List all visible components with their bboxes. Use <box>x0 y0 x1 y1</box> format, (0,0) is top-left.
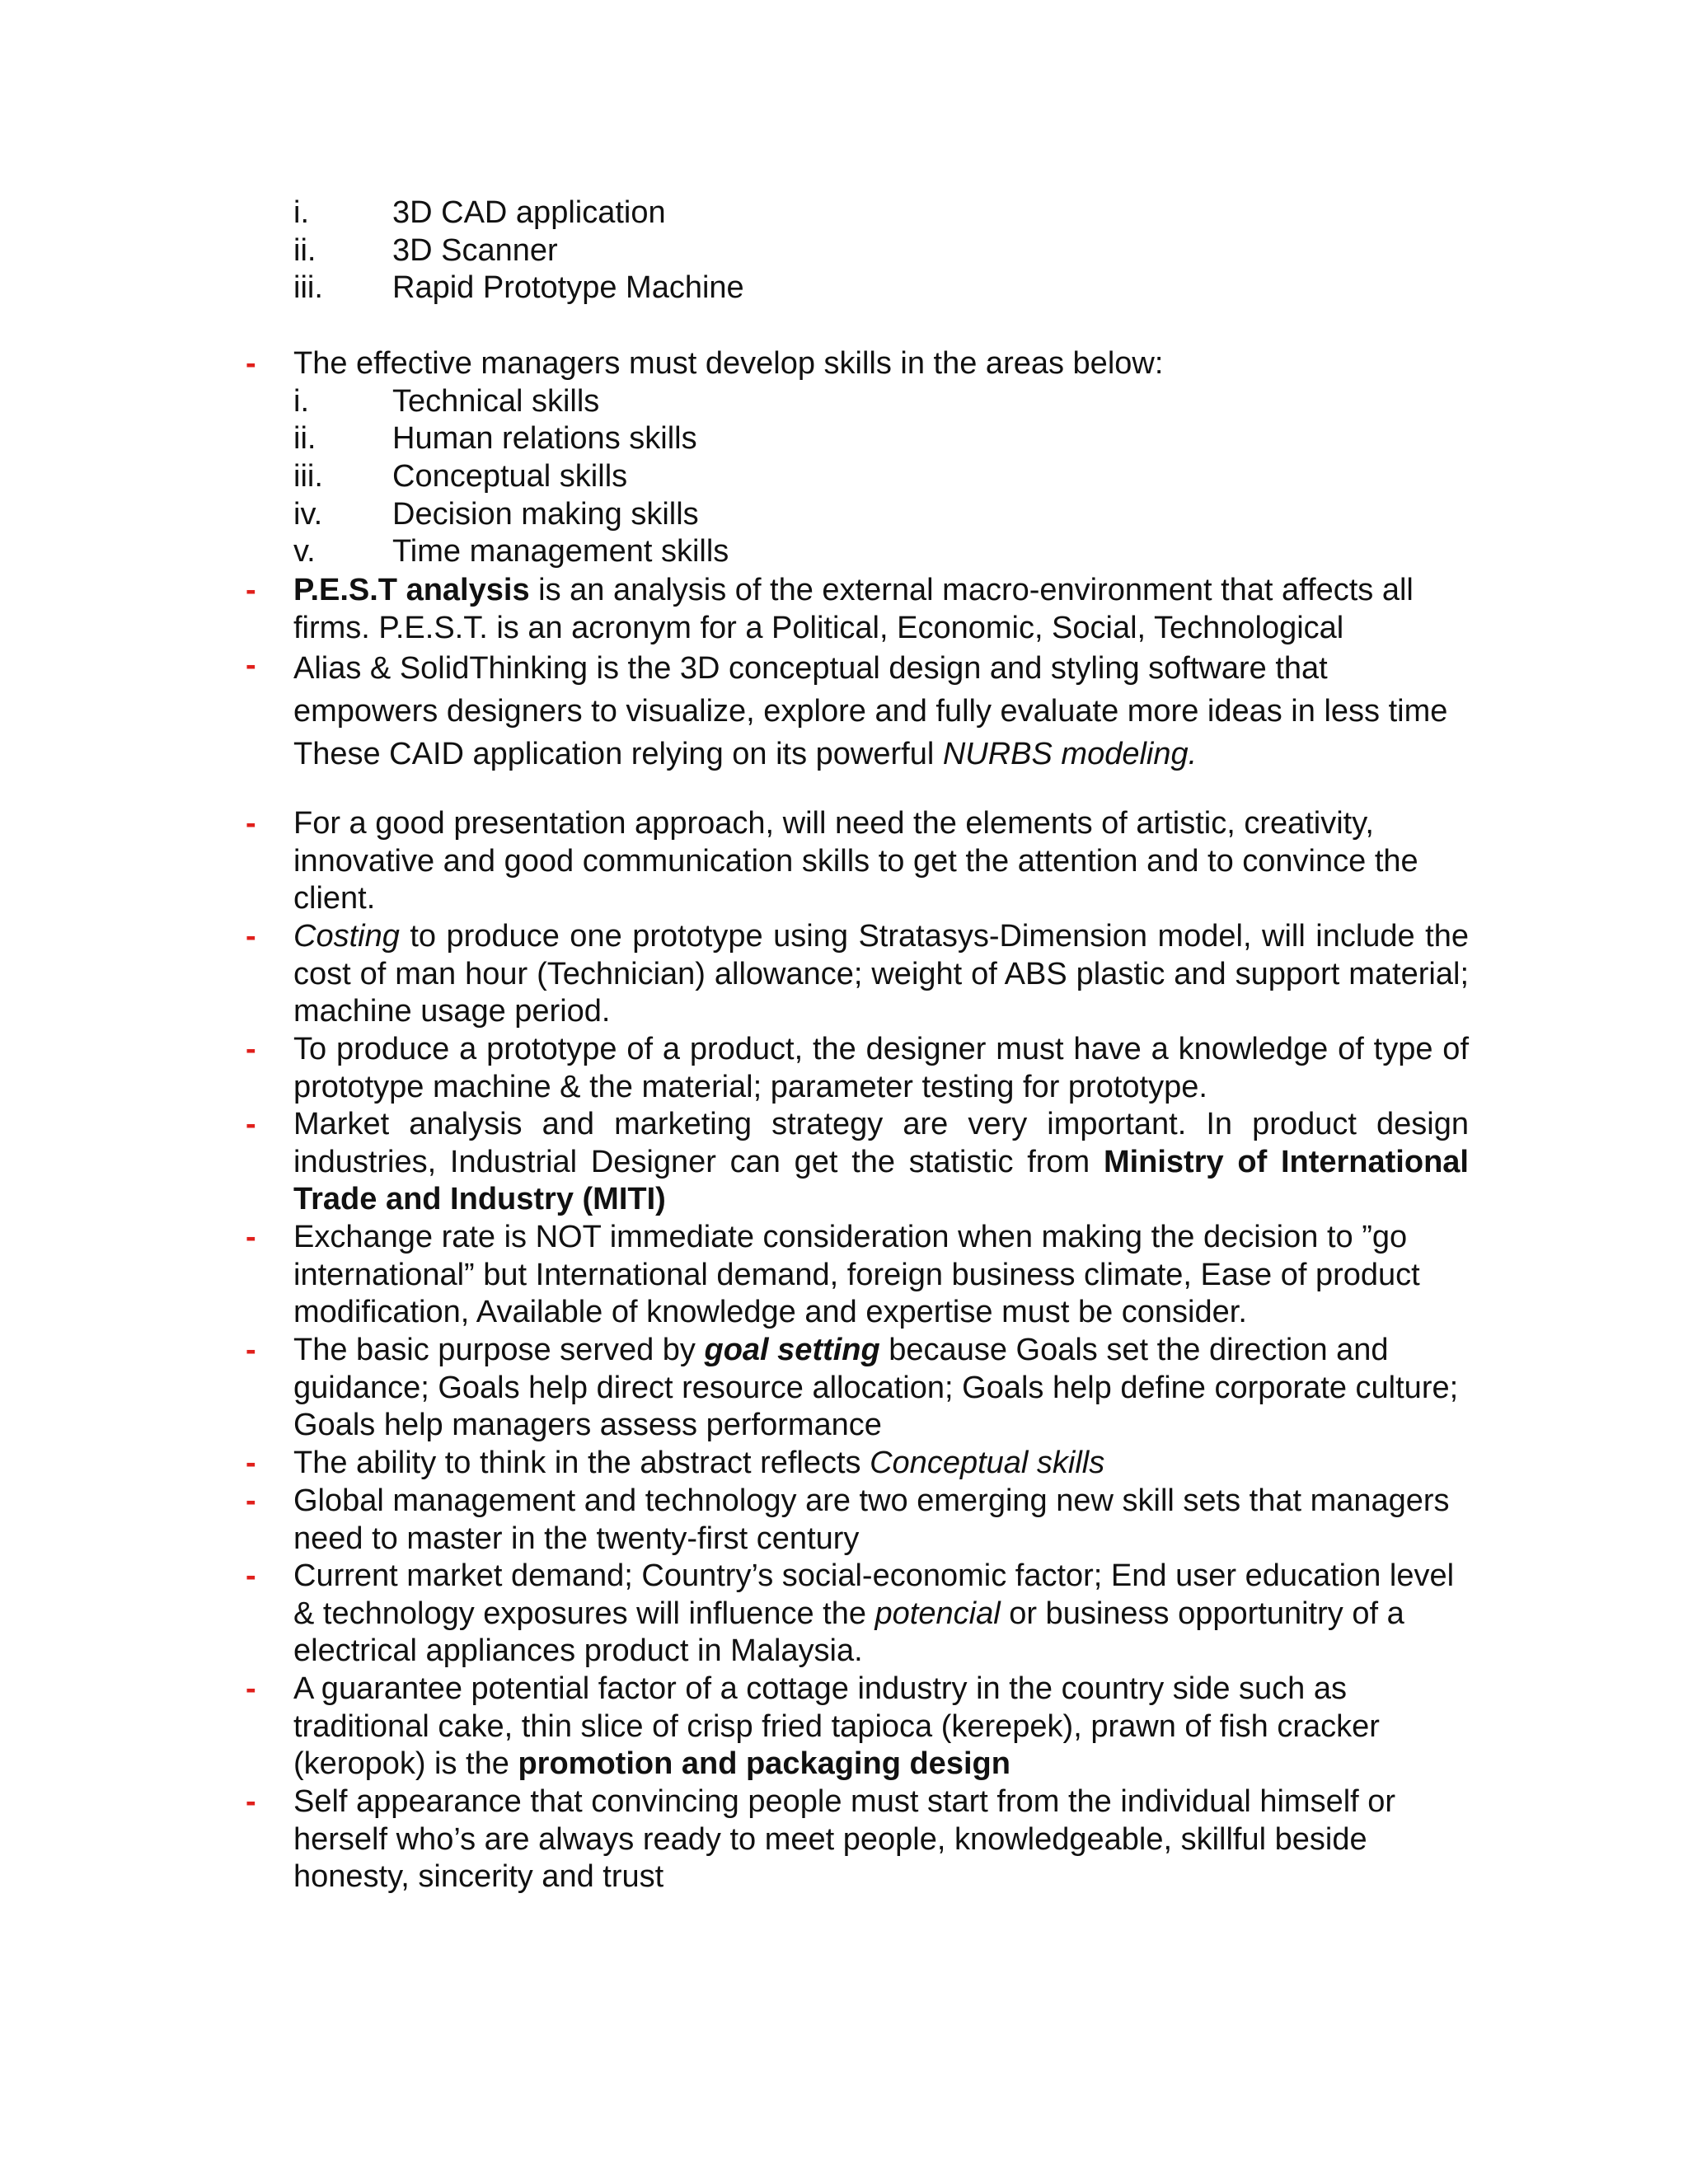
bullet-text: To produce a prototype of a product, the designer must have a knowledge of type of prototype machine & the material; parameter testing for prototype. <box>293 1032 1469 1104</box>
list-number: i. <box>293 195 309 230</box>
bullet-item <box>0 1783 1688 1896</box>
intro-list <box>293 194 1480 307</box>
bullet-text: Self appearance that convincing people must start from the individual himself or herself who’s are always ready to meet people, knowledgeable, skillful beside honesty, sincerity and trust <box>293 1784 1396 1895</box>
bullet-text: The effective managers must develop skills in the areas below: <box>293 346 1164 381</box>
bullet-dash: - <box>246 1558 256 1593</box>
list-text: Conceptual skills <box>392 459 628 494</box>
list-number: ii. <box>293 232 316 268</box>
bullet-dash: - <box>246 1671 256 1706</box>
bold-term: Ministry of International Trade and Industry (MITI) <box>293 1144 1469 1217</box>
bullet-text: to produce one prototype using Stratasys-Dimension model, will include the cost of man hour (Technician) allowance; weight of ABS plastic and support material; machine usage period. <box>293 919 1469 1029</box>
bullet-text: is an analysis of the external macro-environment that affects all firms. P.E.S.T. is an acronym for a Political, Economic, Social, Technological <box>293 573 1414 645</box>
bold-term: promotion and packaging design <box>518 1746 1010 1782</box>
bullet-text: Alias & SolidThinking is the 3D conceptual design and styling software that empowers designers to visualize, explore and fully evaluate more ideas in less time These CAID application relying on its powerful <box>293 651 1448 771</box>
list-text: 3D CAD application <box>392 195 666 230</box>
bullet-dash: - <box>246 1784 256 1819</box>
list-item <box>293 420 1480 458</box>
bullet-dash: - <box>246 1220 256 1254</box>
list-text: Decision making skills <box>392 496 699 532</box>
list-item <box>293 458 1480 496</box>
bullet-dash: - <box>246 919 256 954</box>
list-number: i. <box>293 383 309 419</box>
bullet-item <box>0 647 1688 776</box>
bold-italic-term: goal setting <box>704 1333 880 1367</box>
bullet-item <box>0 1558 1688 1671</box>
bullet-dash: - <box>246 1483 256 1518</box>
bullet-dash: - <box>246 1107 256 1141</box>
list-item <box>293 194 1480 232</box>
list-number: v. <box>293 534 316 569</box>
bullet-dash: - <box>246 1333 256 1367</box>
bullet-text: Global management and technology are two emerging new skill sets that managers need to master in the twenty-first century <box>293 1483 1450 1556</box>
bullet-text-continued: or business opportunitry of a electrical appliances product in Malaysia. <box>293 1596 1404 1669</box>
list-number: iv. <box>293 496 323 532</box>
list-text: Human relations skills <box>392 421 697 457</box>
list-item <box>293 496 1480 534</box>
bullet-item <box>0 1106 1688 1219</box>
bullet-text: Current market demand; Country’s social-economic factor; End user education level & technology exposures will influence the <box>293 1558 1455 1631</box>
bullet-dash: - <box>246 648 256 682</box>
bold-term: P.E.S.T analysis <box>293 573 530 607</box>
bullet-item <box>0 1219 1688 1332</box>
bullet-item <box>0 1031 1688 1106</box>
list-number: iii. <box>293 459 323 494</box>
list-item <box>293 269 1480 307</box>
bullet-item <box>0 805 1688 918</box>
bullet-dash: - <box>246 346 256 381</box>
bullet-dash: - <box>246 806 256 841</box>
bullet-item <box>0 1671 1688 1783</box>
list-text: Technical skills <box>392 383 600 419</box>
list-number: iii. <box>293 270 323 306</box>
bullet-text: For a good presentation approach, will need the elements of artistic, creativity, innovative and good communication skills to get the attention and to convince the client. <box>293 806 1418 916</box>
bullet-item <box>0 1483 1688 1558</box>
list-text: Time management skills <box>392 534 729 569</box>
list-item <box>293 383 1480 421</box>
italic-term: Conceptual skills <box>870 1446 1105 1480</box>
italic-term: Costing <box>293 919 400 954</box>
list-item <box>293 533 1480 571</box>
bullet-dash: - <box>246 573 256 607</box>
bullet-item <box>0 345 1688 571</box>
list-item <box>293 232 1480 270</box>
skills-list <box>293 383 1480 571</box>
bullet-item <box>0 1332 1688 1445</box>
bullet-dash: - <box>246 1446 256 1480</box>
italic-term: NURBS modeling. <box>942 737 1198 771</box>
bullet-text: Market analysis and marketing strategy are very important. In product design industries, Industrial Designer can get the statistic from <box>293 1107 1469 1179</box>
list-text: Rapid Prototype Machine <box>392 270 744 306</box>
bullet-text: The ability to think in the abstract reflects <box>293 1446 870 1480</box>
bullet-dash: - <box>246 1032 256 1066</box>
bullet-text-continued: because Goals set the direction and guidance; Goals help direct resource allocation; Goals help define corporate culture; Goals help managers assess performance <box>293 1333 1459 1443</box>
bullet-text: The basic purpose served by <box>293 1333 705 1367</box>
list-text: 3D Scanner <box>392 232 558 268</box>
bullet-text: Exchange rate is NOT immediate consideration when making the decision to ”go international” but International demand, foreign business climate, Ease of product modification, Available of knowledge and expertise must be consider. <box>293 1220 1420 1330</box>
bullet-item <box>0 572 1688 647</box>
bullet-text: A guarantee potential factor of a cottage industry in the country side such as traditional cake, thin slice of crisp fried tapioca (kerepek), prawn of fish cracker (keropok) is the <box>293 1671 1380 1782</box>
bullet-item <box>0 918 1688 1031</box>
bullet-item <box>0 1445 1688 1483</box>
list-number: ii. <box>293 421 316 457</box>
italic-term: potencial <box>874 1596 1001 1631</box>
